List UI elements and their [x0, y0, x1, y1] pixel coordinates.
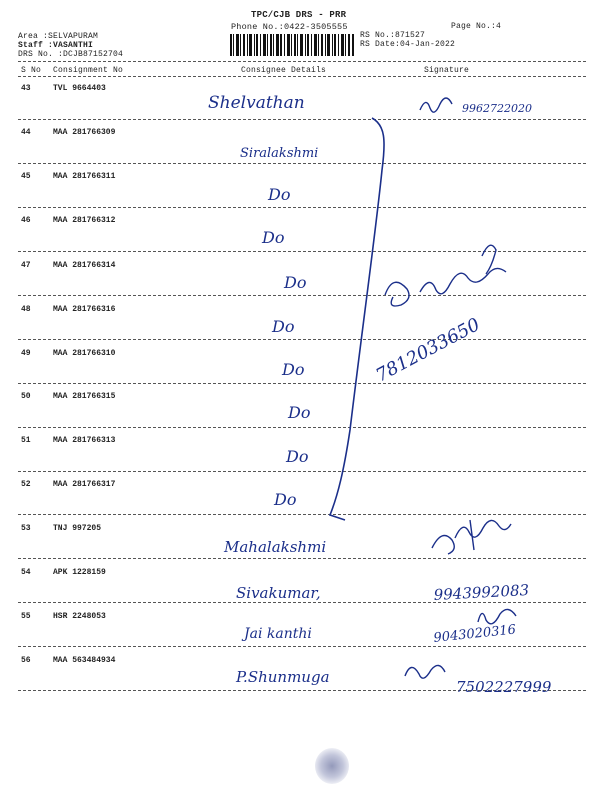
barcode-image	[230, 34, 355, 56]
area-label: Area :SELVAPURAM	[18, 32, 99, 41]
row-divider	[18, 602, 586, 603]
ditto-mark-49: Do	[282, 360, 305, 379]
row-divider	[18, 119, 586, 120]
row-consignment: MAA 281766316	[53, 305, 116, 314]
header-divider-top	[18, 61, 586, 62]
handwritten-phone-43: 9962722020	[462, 102, 532, 115]
row-sno: 49	[21, 349, 31, 358]
row-sno: 52	[21, 480, 31, 489]
row-consignment: APK 1228159	[53, 568, 106, 577]
row-consignment: MAA 281766313	[53, 436, 116, 445]
row-consignment: MAA 281766314	[53, 261, 116, 270]
signature-scribble-55	[478, 609, 516, 623]
row-sno: 53	[21, 524, 31, 533]
rs-number: RS No.:871527	[360, 31, 426, 40]
handwritten-name-44: Siralakshmi	[240, 146, 319, 161]
row-consignment: MAA 563484934	[53, 656, 116, 665]
column-header-consignee: Consignee Details	[241, 66, 327, 75]
ditto-mark-50: Do	[288, 403, 311, 422]
ditto-mark-48: Do	[272, 317, 295, 336]
ink-smudge	[315, 748, 349, 784]
ditto-mark-47: Do	[284, 273, 307, 292]
handwritten-phone-55: 9043020316	[432, 622, 517, 646]
ditto-mark-51: Do	[286, 447, 309, 466]
row-divider	[18, 558, 586, 559]
row-divider	[18, 251, 586, 252]
row-sno: 48	[21, 305, 31, 314]
row-sno: 44	[21, 128, 31, 137]
handwritten-phone-56: 7502227999	[456, 678, 552, 696]
row-consignment: MAA 281766309	[53, 128, 116, 137]
row-consignment: MAA 281766312	[53, 216, 116, 225]
ditto-mark-45: Do	[268, 185, 291, 204]
row-divider	[18, 383, 586, 384]
handwritten-name-43: Shelvathan	[208, 93, 305, 113]
row-consignment: MAA 281766311	[53, 172, 116, 181]
row-sno: 56	[21, 656, 31, 665]
row-divider	[18, 207, 586, 208]
row-divider	[18, 339, 586, 340]
handwritten-phone-54: 9943992083	[433, 581, 530, 604]
handwritten-name-55: Jai kanthi	[244, 626, 312, 642]
row-sno: 46	[21, 216, 31, 225]
row-sno: 45	[21, 172, 31, 181]
row-consignment: HSR 2248053	[53, 612, 106, 621]
row-sno: 43	[21, 84, 31, 93]
row-divider	[18, 514, 586, 515]
ditto-bracket-line	[330, 118, 384, 520]
signature-scribble-56	[405, 665, 445, 678]
row-consignment: MAA 281766315	[53, 392, 116, 401]
drs-number: DRS No. :DCJB87152704	[18, 50, 124, 59]
handwritten-name-54: Sivakumar,	[236, 584, 321, 602]
column-header-signature: Signature	[424, 66, 470, 75]
phone-number: Phone No.:0422-3505555	[231, 22, 348, 32]
column-header-sno: S No	[21, 66, 42, 75]
page-number: Page No.:4	[451, 22, 502, 31]
row-consignment: TNJ 997205	[53, 524, 102, 533]
row-sno: 54	[21, 568, 31, 577]
handwritten-name-56: P.Shunmuga	[236, 668, 330, 686]
row-sno: 55	[21, 612, 31, 621]
handwritten-name-53: Mahalakshmi	[224, 538, 327, 556]
ditto-mark-52: Do	[274, 490, 297, 509]
row-divider	[18, 427, 586, 428]
signature-scribble-53	[432, 520, 511, 554]
handwritten-bracket-phone: 7812033650	[372, 314, 484, 387]
header-divider-bottom	[18, 76, 586, 77]
row-sno: 50	[21, 392, 31, 401]
sheet-title: TPC/CJB DRS - PRR	[251, 10, 347, 20]
row-divider	[18, 163, 586, 164]
row-consignment: MAA 281766310	[53, 349, 116, 358]
signature-scribble-bracket	[385, 245, 506, 306]
row-divider	[18, 471, 586, 472]
row-consignment: MAA 281766317	[53, 480, 116, 489]
row-divider	[18, 295, 586, 296]
row-consignment: TVL 9664403	[53, 84, 106, 93]
staff-label: Staff :VASANTHI	[18, 41, 94, 50]
ditto-mark-46: Do	[262, 228, 285, 247]
row-sno: 51	[21, 436, 31, 445]
signature-scribble-43	[420, 98, 452, 112]
row-divider	[18, 646, 586, 647]
rs-date: RS Date:04-Jan-2022	[360, 40, 456, 49]
row-divider	[18, 690, 586, 691]
column-header-consignment: Consignment No	[53, 66, 124, 75]
row-sno: 47	[21, 261, 31, 270]
